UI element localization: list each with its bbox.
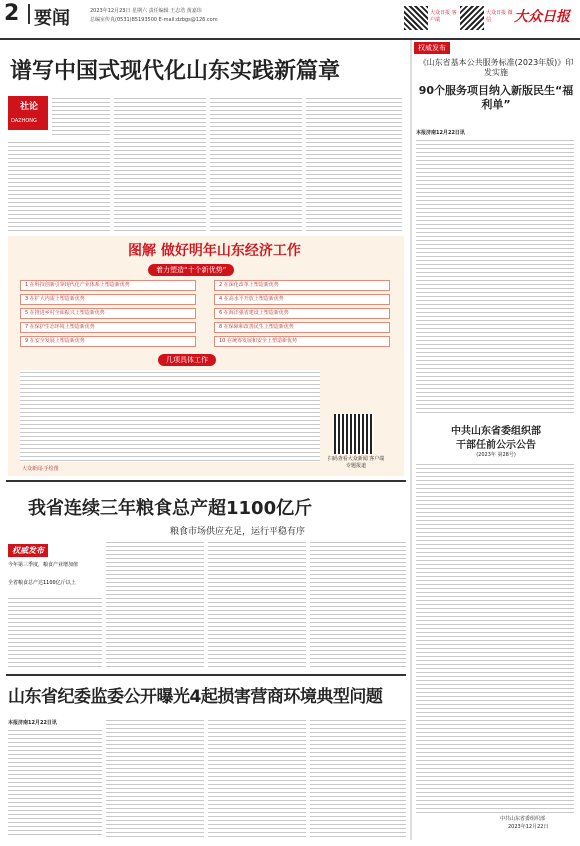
article-text-column [310, 540, 406, 670]
commentary-label: 社论 [20, 102, 39, 112]
article-text-column [310, 718, 406, 838]
discipline-headline: 山东省纪委监委公开曝光4起损害营商环境典型问题 [8, 687, 383, 707]
article-text-column [106, 718, 204, 838]
header-divider [28, 4, 30, 24]
article-text-column [8, 728, 102, 838]
commentary-sub: DAZHONG [11, 118, 37, 124]
notice-headline-1: 中共山东省委组织部 [451, 426, 541, 437]
article-subtitle: 《山东省基本公共服务标准(2023年版)》印发实施 [418, 58, 574, 77]
page-header [0, 0, 580, 40]
list-item: 2 在深化改革上塑造新优势 [214, 280, 390, 291]
notice-subtitle: (2023年 第28号) [476, 452, 516, 458]
list-item: 1 在科技创新引领现代化产业体系上塑造新优势 [20, 280, 196, 291]
qr-code-icon [404, 6, 428, 30]
list-item: 4 在高水平开放上塑造新优势 [214, 294, 390, 305]
commentary-badge [8, 96, 48, 130]
article-text-column [306, 96, 402, 232]
article-text-column [8, 140, 110, 232]
article-text-column [416, 462, 574, 814]
infographic-section-2: 几项具体工作 [158, 354, 216, 366]
list-item: 8 在保障和改善民生上塑造新优势 [214, 322, 390, 333]
infographic-body-text [20, 370, 320, 462]
page-number: 2 [4, 2, 26, 24]
list-item: 5 在推进乡村全面振兴上塑造新优势 [20, 308, 196, 319]
main-headline: 谱写中国式现代化山东实践新篇章 [10, 59, 341, 84]
logo-wechat: 大众日报 微信 [486, 10, 513, 23]
masthead: 大众日报 [514, 9, 570, 25]
article-text-column [52, 96, 110, 138]
article-text-column [210, 96, 302, 232]
section-rule [6, 674, 406, 676]
article-headline: 90个服务项目纳入新版民生“福利单” [418, 84, 574, 111]
article-text-column [114, 96, 206, 232]
notice-publisher: 中共山东省委组织部 [500, 816, 546, 822]
grain-subhead: 粮食市场供应充足，运行平稳有序 [170, 527, 306, 537]
qr-caption: 扫码查看大众新闻 客户端专题报道 [327, 456, 385, 469]
grain-lead-2: 全省粮食总产达1100亿斤以上 [8, 580, 76, 586]
header-info-2: 总编室传真(0531)85193500 E-mail:dzbgs@126.com [90, 17, 218, 23]
grain-headline: 我省连续三年粮食总产超1100亿斤 [28, 498, 313, 519]
column-divider [410, 40, 412, 840]
list-item: 9 在安全发展上塑造新优势 [20, 336, 196, 347]
section-tag: 权威发布 [414, 42, 450, 54]
article-text-column [106, 540, 204, 670]
qr-code-icon [460, 6, 484, 30]
article-byline: 本报济南12月22日讯 [416, 130, 465, 136]
list-item: 6 在海洋强省建设上塑造新优势 [214, 308, 390, 319]
article-text-column [416, 138, 574, 414]
article-text-column [208, 540, 306, 670]
notice-date: 2023年12月22日 [508, 824, 549, 830]
list-item: 3 在扩大内需上塑造新优势 [20, 294, 196, 305]
list-item: 7 在保护生态环境上塑造新优势 [20, 322, 196, 333]
qr-code-icon [334, 414, 374, 454]
section-rule [6, 480, 406, 482]
article-text-column [8, 596, 102, 670]
section-tag: 权威发布 [8, 544, 48, 557]
header-info-1: 2023年12月23日 星期六 责任编辑 王志浩 黄嘉玮 [90, 8, 202, 14]
grain-lead-1: 今年第三季度，粮食产业增加值 [8, 562, 79, 568]
infographic-section-1: 着力塑造“十个新优势” [148, 264, 234, 276]
notice-headline-2: 干部任前公示公告 [456, 440, 536, 451]
discipline-byline: 本报济南12月22日讯 [8, 720, 57, 726]
infographic [8, 236, 404, 476]
logo-client: 大众日报 客户端 [430, 10, 457, 23]
section-title: 要闻 [34, 8, 70, 29]
infographic-title: 图解 做好明年山东经济工作 [128, 243, 301, 259]
article-text-column [208, 718, 306, 838]
infographic-credit: 大众新闻·手绘图 [22, 466, 59, 472]
list-item: 10 在统筹发展和安全上塑造新优势 [214, 336, 390, 347]
